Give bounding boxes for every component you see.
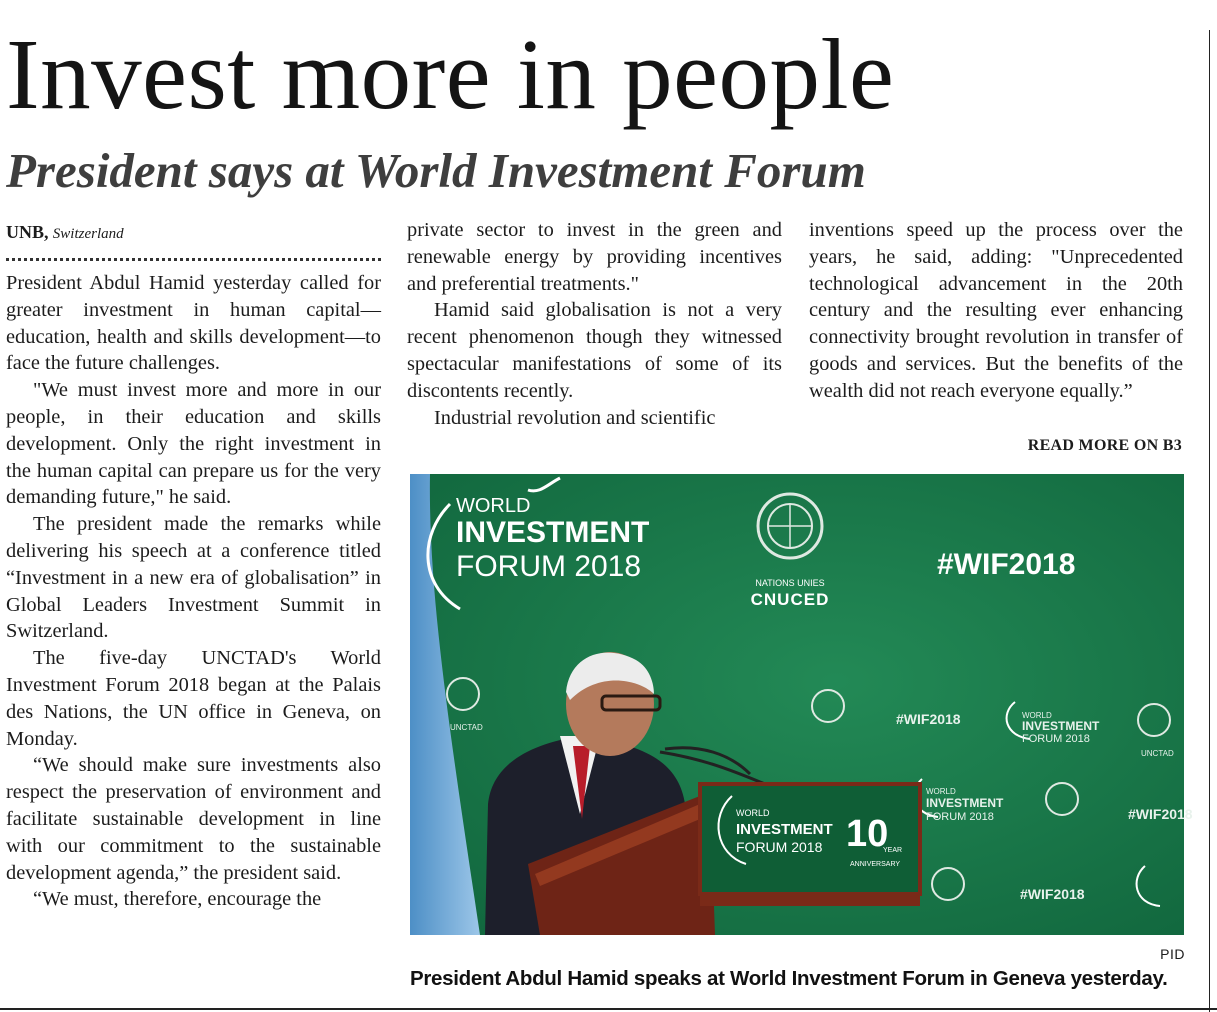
photo-caption: President Abdul Hamid speaks at World Investment Forum in Geneva yesterday. <box>410 967 1168 990</box>
news-photo <box>410 474 1193 935</box>
banner-line1: WORLD <box>456 495 531 517</box>
paragraph: Hamid said globalisation is not a very recent phenomenon though they witnessed spectacular manifestations of some of its discontents recently. <box>407 299 782 402</box>
small-hashtag-3: #WIF2018 <box>1020 886 1085 902</box>
small-unctad-2: UNCTAD <box>1141 749 1174 758</box>
byline-divider <box>6 258 381 261</box>
byline-location: Switzerland <box>52 226 124 242</box>
paragraph: The president made the remarks while delivering his speech at a conference titled “Investment in a new era of globalisation” in Global Leaders Investment Summit in Switzerland. <box>6 513 381 643</box>
podium-line1: WORLD <box>736 808 770 818</box>
paragraph: "We must invest more and more in our people, in their education and skills development. Only the right investment in the human capital can prepare us for the very demanding future," he said. <box>6 379 381 509</box>
hashtag: #WIF2018 <box>937 548 1076 581</box>
subheadline: President says at World Investment Forum <box>6 143 866 198</box>
podium-line2: INVESTMENT <box>736 821 833 838</box>
anniv-label: ANNIVERSARY <box>850 861 901 868</box>
paragraph: private sector to invest in the green and renewable energy by providing incentives and preferential treatments." <box>407 219 782 295</box>
photo-credit: PID <box>1160 946 1185 962</box>
paragraph: Industrial revolution and scientific <box>434 406 716 429</box>
article-column-2 <box>407 217 782 431</box>
anniv-number: 10 <box>846 813 889 855</box>
small-unctad-1: UNCTAD <box>450 723 483 732</box>
paragraph: “We must, therefore, encourage the <box>33 888 322 911</box>
headline: Invest more in people <box>6 18 895 130</box>
un-emblem-icon <box>758 494 822 558</box>
article-column-1 <box>6 270 381 913</box>
un-line2: CNUCED <box>750 590 830 609</box>
small-hashtag-2: #WIF2018 <box>1128 806 1193 822</box>
small-line1-b: WORLD <box>926 787 956 796</box>
column-rule-right <box>1209 30 1210 1012</box>
un-line1: NATIONS UNIES <box>755 578 825 588</box>
small-hashtag-1: #WIF2018 <box>896 711 961 727</box>
page-bottom-rule <box>0 1008 1217 1010</box>
anniv-unit: YEAR <box>883 847 903 854</box>
paragraph: “We should make sure investments also respect the preservation of environment and facilitate sustainable development in line with our commitment to the sustainable development agenda,” the president said. <box>6 754 381 884</box>
banner-line2: INVESTMENT <box>456 516 650 549</box>
read-more-link[interactable]: READ MORE ON B3 <box>1027 437 1182 454</box>
small-line2-b: INVESTMENT <box>926 796 1004 810</box>
small-line2-a: INVESTMENT <box>1022 719 1100 733</box>
banner-line3: FORUM 2018 <box>456 550 642 583</box>
small-line3-a: FORUM 2018 <box>1022 733 1090 745</box>
small-line3-b: FORUM 2018 <box>926 811 994 823</box>
podium-line3: FORUM 2018 <box>736 839 823 855</box>
article-column-3 <box>809 217 1183 405</box>
paragraph: President Abdul Hamid yesterday called for greater investment in human capital—education, health and skills development—to face the future challenges. <box>6 272 381 375</box>
byline-agency: UNB, <box>6 222 49 242</box>
paragraph: The five-day UNCTAD's World Investment Forum 2018 began at the Palais des Nations, the UN office in Geneva, on Monday. <box>6 647 381 750</box>
small-line1-a: WORLD <box>1022 711 1052 720</box>
byline <box>6 220 381 246</box>
paragraph: inventions speed up the process over the years, he said, adding: "Unprecedented technological advancement in the 20th century and the resulting ever enhancing connectivity brought revolution in transfer of goods and services. But the benefits of the wealth did not reach everyone equally.” <box>809 219 1183 402</box>
